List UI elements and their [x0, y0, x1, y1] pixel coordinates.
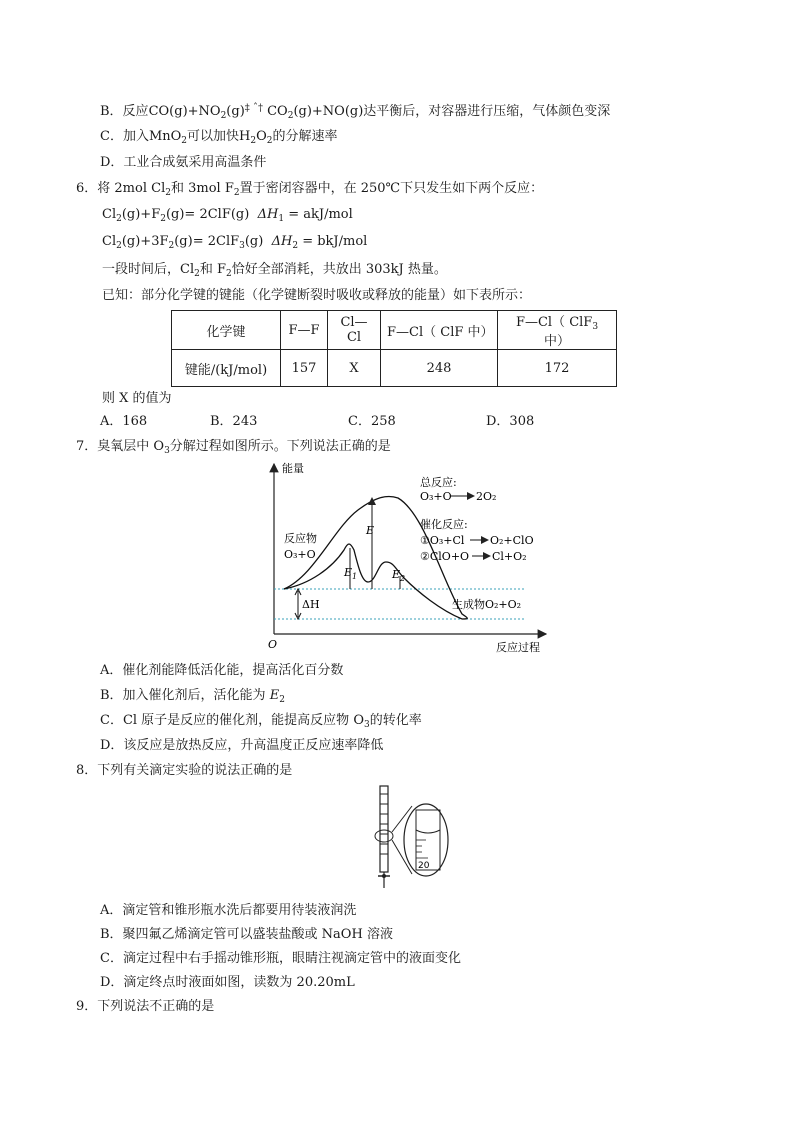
bond-energy-table: [171, 310, 617, 387]
table-row: [172, 311, 617, 350]
table-cell: F—Cl（ ClF$_3$ 中）: [498, 311, 617, 350]
table-cell: 157: [281, 350, 328, 387]
catalytic-step-2-rhs: Cl+O₂: [492, 550, 527, 563]
x-axis-label: 反应过程: [496, 641, 540, 654]
q6-option-a: A．168: [100, 414, 148, 429]
q8-option-a: A．滴定管和锥形瓶水洗后都要用待装液润洗: [100, 903, 357, 918]
q6-line-3: 一段时间后，$Cl_2$和 $F_2$恰好全部消耗，共放出 303kJ 热量。: [102, 262, 447, 279]
q6-equation-1: $Cl_2(g)+F_2(g)= 2ClF(g) \Delta H_1 = akJ/mol$: [102, 207, 353, 224]
reactant-label: 反应物: [284, 532, 317, 545]
q7-option-c: C．Cl 原子是反应的催化剂，能提高反应物 $O_3$的转化率: [100, 713, 422, 730]
e1-label: $E_1$: [344, 566, 358, 581]
total-reaction-rhs: 2O₂: [476, 490, 497, 503]
reactant-formula: O₃+O: [284, 548, 316, 561]
q9-stem: 9．下列说法不正确的是: [76, 999, 215, 1014]
catalytic-step-1-lhs: ①O₃+Cl: [420, 534, 465, 547]
q6-ask: 则 X 的值为: [102, 391, 172, 406]
origin-label: O: [268, 638, 278, 651]
q7-option-b: B．加入催化剂后，活化能为 $E_2$: [100, 688, 285, 705]
table-cell: Cl—Cl: [328, 311, 381, 350]
q6-option-c: C．258: [348, 414, 396, 429]
burette-tube: [380, 786, 388, 872]
table-cell: 172: [498, 350, 617, 387]
q7-stem: 7．臭氧层中 $O_3$分解过程如图所示。下列说法正确的是: [76, 439, 391, 456]
q5-option-c: C．加入MnO$_2$可以加快$H_2O_2$的分解速率: [100, 129, 338, 146]
table-cell: X: [328, 350, 381, 387]
q6-stem: 6．将 2mol $Cl_2$和 3mol $F_2$置于密闭容器中，在 250℃下只发生如下两个反应：: [76, 181, 544, 198]
q8-option-d: D．滴定终点时液面如图，读数为 20.20mL: [100, 975, 355, 990]
q8-option-c: C．滴定过程中右手摇动锥形瓶，眼睛注视滴定管中的液面变化: [100, 951, 461, 966]
total-reaction-lhs: O₃+O: [420, 490, 452, 503]
dh-label: ΔH: [302, 598, 320, 611]
magnifier-circle: [375, 830, 393, 842]
q6-option-d: D．308: [486, 414, 535, 429]
total-reaction-label: 总反应:: [420, 476, 457, 489]
table-cell: 化学键: [172, 311, 281, 350]
table-cell: F—F: [281, 311, 328, 350]
e-label: E: [366, 524, 375, 537]
burette-diagram: [366, 784, 456, 894]
q5-option-b: B．反应$CO(g)+NO_2(g)^{\ddagger ˆ\dagger}$ $CO_2(g)+NO(g)$达平衡后，对容器进行压缩，气体颜色变深: [100, 103, 611, 121]
catalytic-step-2-lhs: ②ClO+O: [420, 550, 470, 563]
catalytic-label: 催化反应:: [420, 518, 468, 531]
catalytic-step-1-rhs: O₂+ClO: [490, 534, 534, 547]
y-axis-label: 能量: [282, 462, 304, 475]
table-cell: F—Cl（ ClF 中）: [381, 311, 498, 350]
table-cell: 键能/(kJ/mol): [172, 350, 281, 387]
q7-option-d: D．该反应是放热反应，升高温度正反应速率降低: [100, 738, 384, 753]
q8-option-b: B．聚四氟乙烯滴定管可以盛装盐酸或 NaOH 溶液: [100, 927, 393, 942]
q6-known: 已知：部分化学键的键能（化学键断裂时吸收或释放的能量）如下表所示：: [102, 288, 532, 303]
q6-equation-2: $Cl_2(g)+3F_2(g)= 2ClF_3(g) \Delta H_2 = bkJ/mol$: [102, 234, 368, 251]
q5-option-d: D．工业合成氨采用高温条件: [100, 155, 267, 170]
product-label: 生成物O₂+O₂: [452, 598, 522, 611]
q7-option-a: A．催化剂能降低活化能，提高活化百分数: [100, 663, 344, 678]
table-cell: 248: [381, 350, 498, 387]
q8-stem: 8．下列有关滴定实验的说法正确的是: [76, 763, 293, 778]
e2-label: $E_2$: [392, 568, 406, 583]
energy-diagram: [262, 458, 562, 658]
scale-mark-20: 20: [418, 861, 430, 871]
table-row: [172, 350, 617, 387]
q6-option-b: B．243: [210, 414, 258, 429]
